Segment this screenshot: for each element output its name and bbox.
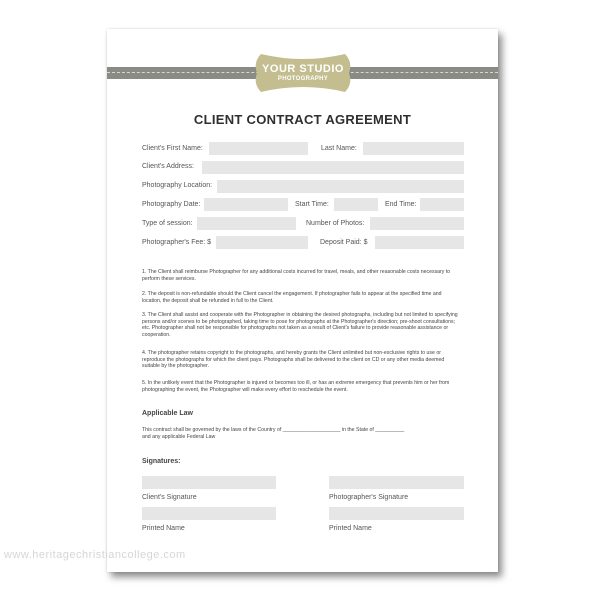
client-signature-label: Client's Signature (142, 494, 197, 501)
end-time-label: End Time: (385, 201, 417, 208)
photographer-printed-name-field[interactable] (329, 507, 464, 520)
client-printed-name-label: Printed Name (142, 525, 185, 532)
watermark-text: www.heritagechristiancollege.com (4, 549, 186, 561)
studio-logo-subtitle: PHOTOGRAPHY (277, 76, 329, 82)
client-printed-name-field[interactable] (142, 507, 276, 520)
applicable-law-heading: Applicable Law (142, 410, 193, 417)
photographer-signature-field[interactable] (329, 476, 464, 489)
start-time-label: Start Time: (295, 201, 329, 208)
last-name-field[interactable] (363, 142, 464, 155)
num-photos-field[interactable] (370, 217, 464, 230)
term-5: 5. In the unlikely event that the Photographer is injured or becomes too ill, or has an extreme emergency that prevents him or her from photographing the event, the Photographer will make every effort to reschedule the event. (142, 380, 450, 393)
deposit-label: Deposit Paid: $ (320, 239, 368, 246)
photographer-signature-label: Photographer's Signature (329, 494, 409, 501)
fee-field[interactable] (216, 236, 308, 249)
client-signature-field[interactable] (142, 476, 276, 489)
signatures-heading: Signatures: (142, 458, 181, 465)
first-name-label: Client's First Name: (142, 145, 203, 152)
address-field[interactable] (202, 161, 464, 174)
document-title: CLIENT CONTRACT AGREEMENT (193, 112, 412, 127)
term-2: 2. The deposit is non-refundable should the Client cancel the engagement. If photographer fails to appear at the specified time and location, the deposit shall be refunded in full to the Client. (142, 291, 442, 304)
fee-label: Photographer's Fee: $ (142, 239, 212, 246)
date-field[interactable] (204, 198, 288, 211)
date-label: Photography Date: (142, 201, 201, 208)
location-field[interactable] (217, 180, 464, 193)
term-3: 3. The Client shall assist and cooperate with the Photographer in obtaining the desired photographs, including but not limited to specifying persons and/or scenes to be photographed, taking time to pose for photographs at the Photographer's direction; pre-shoot consultations; etc. Photographer shall not be responsible for photographs not taken as a result of Client's failure to provide reasonable assistance or cooperation. (142, 312, 458, 338)
location-label: Photography Location: (142, 182, 213, 189)
photographer-printed-name-label: Printed Name (329, 525, 372, 532)
first-name-field[interactable] (209, 142, 308, 155)
last-name-label: Last Name: (321, 145, 357, 152)
end-time-field[interactable] (420, 198, 464, 211)
term-1: 1. The Client shall reimburse Photographer for any additional costs incurred for travel, meals, and other reasonable costs necessary to perform these services. (142, 269, 451, 282)
term-4: 4. The photographer retains copyright to the photographs, and hereby grants the Client unlimited but non-exclusive rights to use or reproduce the photographs for which the client pays. Photographs shall be delivered to the client on CD or any other media deemed suitable by the photographer. (142, 350, 445, 370)
applicable-law-line1: This contract shall be governed by the laws of the Country of ____________________ in the State of __________ (142, 427, 405, 433)
applicable-law-line2: and any applicable Federal Law (142, 434, 216, 440)
start-time-field[interactable] (334, 198, 378, 211)
studio-logo-name: YOUR STUDIO (262, 63, 344, 75)
address-label: Client's Address: (142, 163, 194, 170)
session-type-label: Type of session: (142, 220, 193, 227)
deposit-field[interactable] (375, 236, 464, 249)
contract-page (107, 29, 498, 572)
num-photos-label: Number of Photos: (306, 220, 365, 227)
session-type-field[interactable] (197, 217, 296, 230)
